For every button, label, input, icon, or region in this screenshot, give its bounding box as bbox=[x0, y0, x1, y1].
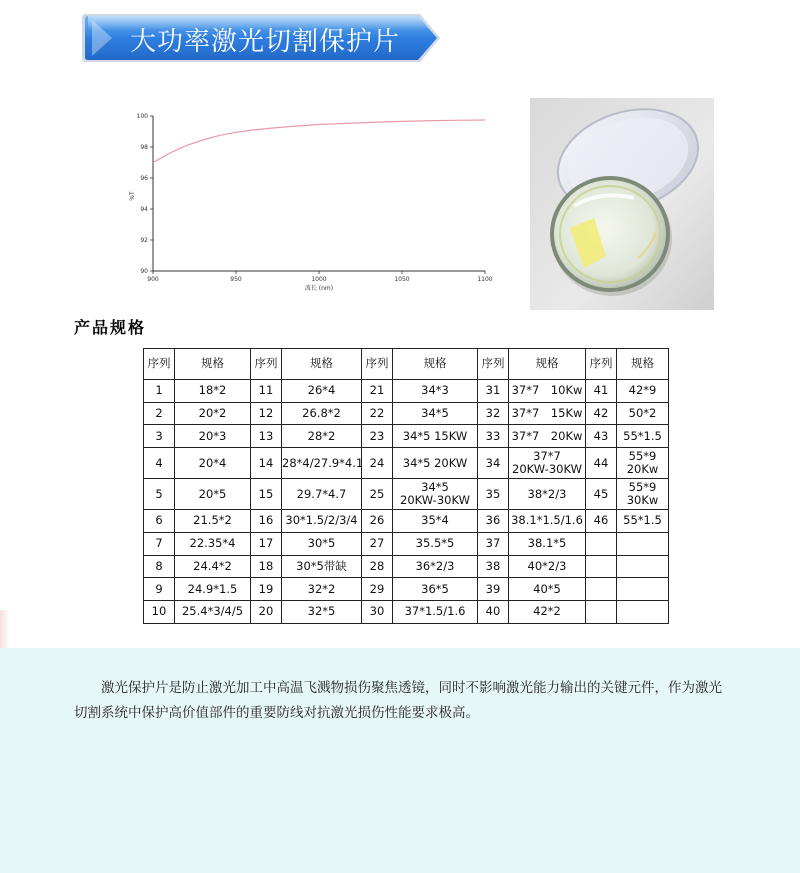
chart-svg bbox=[120, 100, 500, 300]
table-cell-seq: 2 bbox=[144, 402, 175, 425]
table-cell-spec: 38.1*5 bbox=[509, 532, 586, 555]
table-cell-spec bbox=[617, 532, 669, 555]
table-row bbox=[144, 402, 669, 425]
table-cell-seq: 34 bbox=[478, 448, 509, 479]
table-cell-spec: 30*5带缺 bbox=[282, 555, 362, 578]
table-cell-seq bbox=[586, 578, 617, 601]
column-header: 规格 bbox=[282, 349, 362, 380]
table-cell-spec: 34*3 bbox=[393, 380, 478, 403]
table-cell-spec: 20*2 bbox=[175, 402, 251, 425]
table-cell-seq: 38 bbox=[478, 555, 509, 578]
table-cell-spec: 20*4 bbox=[175, 448, 251, 479]
table-cell-seq: 36 bbox=[478, 510, 509, 533]
table-cell-spec: 18*2 bbox=[175, 380, 251, 403]
table-cell-spec: 36*5 bbox=[393, 578, 478, 601]
table-cell-seq: 15 bbox=[251, 479, 282, 510]
table-cell-seq: 35 bbox=[478, 479, 509, 510]
table-cell-seq: 31 bbox=[478, 380, 509, 403]
table-cell-spec: 35*4 bbox=[393, 510, 478, 533]
description-band bbox=[0, 648, 800, 873]
banner-title: 大功率激光切割保护片 bbox=[130, 27, 401, 57]
y-tick-label: 96 bbox=[140, 175, 148, 182]
column-header: 规格 bbox=[175, 349, 251, 380]
table-cell-seq: 21 bbox=[362, 380, 393, 403]
table-cell-spec: 38*2/3 bbox=[509, 479, 586, 510]
table-cell-spec: 26.8*2 bbox=[282, 402, 362, 425]
table-cell-spec: 42*2 bbox=[509, 601, 586, 624]
column-header: 规格 bbox=[393, 349, 478, 380]
table-cell-seq bbox=[586, 601, 617, 624]
table-cell-seq: 25 bbox=[362, 479, 393, 510]
table-cell-spec bbox=[617, 601, 669, 624]
column-header: 序列 bbox=[362, 349, 393, 380]
table-cell-seq: 39 bbox=[478, 578, 509, 601]
table-cell-seq: 11 bbox=[251, 380, 282, 403]
table-cell-spec: 32*5 bbox=[282, 601, 362, 624]
x-axis-label: 波长 (nm) bbox=[304, 285, 334, 292]
description-text: 激光保护片是防止激光加工中高温飞溅物损伤聚焦透镜，同时不影响激光能力输出的关键元件，作为激光切割系统中保护高价值部件的重要防线对抗激光损伤性能要求极高。 bbox=[74, 680, 722, 721]
table-cell-seq: 12 bbox=[251, 402, 282, 425]
table-cell-seq: 23 bbox=[362, 425, 393, 448]
table-cell-seq: 42 bbox=[586, 402, 617, 425]
table-row bbox=[144, 380, 669, 403]
table-row bbox=[144, 425, 669, 448]
table-cell-seq: 41 bbox=[586, 380, 617, 403]
table-cell-spec: 34*5 20KW bbox=[393, 448, 478, 479]
table-cell-spec: 20*3 bbox=[175, 425, 251, 448]
title-banner bbox=[82, 12, 442, 64]
table-cell-seq: 37 bbox=[478, 532, 509, 555]
section-heading: 产品规格 bbox=[74, 318, 147, 337]
table-cell-spec: 37*7 10Kw bbox=[509, 380, 586, 403]
table-cell-seq: 9 bbox=[144, 578, 175, 601]
table-row bbox=[144, 532, 669, 555]
table-cell-spec: 22.35*4 bbox=[175, 532, 251, 555]
table-cell-spec: 37*7 15Kw bbox=[509, 402, 586, 425]
table-cell-spec: 37*7 20Kw bbox=[509, 425, 586, 448]
y-tick-label: 90 bbox=[140, 268, 148, 275]
table-cell-spec: 26*4 bbox=[282, 380, 362, 403]
table-cell-seq: 7 bbox=[144, 532, 175, 555]
x-tick-label: 950 bbox=[230, 276, 242, 283]
x-tick-label: 1050 bbox=[394, 276, 410, 283]
table-cell-spec: 40*2/3 bbox=[509, 555, 586, 578]
table-row bbox=[144, 578, 669, 601]
table-cell-seq: 29 bbox=[362, 578, 393, 601]
table-cell-spec: 55*1.5 bbox=[617, 425, 669, 448]
table-cell-seq: 43 bbox=[586, 425, 617, 448]
table-cell-seq: 10 bbox=[144, 601, 175, 624]
table-cell-seq: 1 bbox=[144, 380, 175, 403]
table-cell-spec bbox=[617, 578, 669, 601]
table-cell-spec: 21.5*2 bbox=[175, 510, 251, 533]
table-cell-seq: 40 bbox=[478, 601, 509, 624]
table-cell-spec: 55*1.5 bbox=[617, 510, 669, 533]
table-cell-seq: 30 bbox=[362, 601, 393, 624]
y-tick-label: 98 bbox=[140, 144, 148, 151]
table-cell-spec: 20*5 bbox=[175, 479, 251, 510]
column-header: 序列 bbox=[144, 349, 175, 380]
table-cell-seq: 20 bbox=[251, 601, 282, 624]
table-cell-seq: 17 bbox=[251, 532, 282, 555]
column-header: 序列 bbox=[478, 349, 509, 380]
table-cell-seq: 44 bbox=[586, 448, 617, 479]
x-ticks bbox=[147, 271, 493, 283]
table-cell-spec: 40*5 bbox=[509, 578, 586, 601]
spec-table bbox=[143, 348, 669, 624]
table-cell-spec: 42*9 bbox=[617, 380, 669, 403]
table-cell-seq: 5 bbox=[144, 479, 175, 510]
table-cell-spec: 29.7*4.7 bbox=[282, 479, 362, 510]
table-cell-seq: 24 bbox=[362, 448, 393, 479]
table-cell-seq: 45 bbox=[586, 479, 617, 510]
table-cell-spec: 28*4/27.9*4.1 bbox=[282, 448, 362, 479]
table-cell-seq: 14 bbox=[251, 448, 282, 479]
table-cell-seq: 28 bbox=[362, 555, 393, 578]
table-cell-seq: 3 bbox=[144, 425, 175, 448]
table-cell-spec: 36*2/3 bbox=[393, 555, 478, 578]
table-cell-spec: 24.4*2 bbox=[175, 555, 251, 578]
table-cell-seq: 6 bbox=[144, 510, 175, 533]
table-row bbox=[144, 510, 669, 533]
table-cell-seq: 16 bbox=[251, 510, 282, 533]
table-cell-spec: 34*5 20KW-30KW bbox=[393, 479, 478, 510]
table-cell-spec: 28*2 bbox=[282, 425, 362, 448]
table-cell-seq: 32 bbox=[478, 402, 509, 425]
table-cell-spec: 34*5 15KW bbox=[393, 425, 478, 448]
product-photo bbox=[530, 98, 714, 310]
table-row bbox=[144, 479, 669, 510]
table-cell-seq: 8 bbox=[144, 555, 175, 578]
table-cell-spec: 55*9 20Kw bbox=[617, 448, 669, 479]
table-cell-spec: 37*1.5/1.6 bbox=[393, 601, 478, 624]
table-cell-seq: 27 bbox=[362, 532, 393, 555]
table-cell-seq: 46 bbox=[586, 510, 617, 533]
table-cell-spec: 32*2 bbox=[282, 578, 362, 601]
table-cell-seq: 19 bbox=[251, 578, 282, 601]
table-row bbox=[144, 601, 669, 624]
table-cell-seq bbox=[586, 555, 617, 578]
table-cell-seq: 18 bbox=[251, 555, 282, 578]
table-cell-spec: 55*9 30Kw bbox=[617, 479, 669, 510]
table-cell-spec: 34*5 bbox=[393, 402, 478, 425]
y-tick-label: 92 bbox=[140, 237, 148, 244]
table-cell-spec: 30*1.5/2/3/4 bbox=[282, 510, 362, 533]
table-cell-spec: 50*2 bbox=[617, 402, 669, 425]
column-header: 规格 bbox=[617, 349, 669, 380]
table-cell-spec: 35.5*5 bbox=[393, 532, 478, 555]
y-axis-label: %T bbox=[129, 191, 136, 201]
table-cell-spec bbox=[617, 555, 669, 578]
spec-table-body bbox=[144, 380, 669, 624]
x-tick-label: 900 bbox=[147, 276, 159, 283]
column-header: 序列 bbox=[251, 349, 282, 380]
table-header-row bbox=[144, 349, 669, 380]
table-cell-seq: 33 bbox=[478, 425, 509, 448]
protective-lens-image bbox=[530, 98, 714, 310]
edge-decoration bbox=[0, 610, 10, 650]
table-cell-seq: 13 bbox=[251, 425, 282, 448]
y-tick-label: 94 bbox=[140, 206, 148, 213]
column-header: 规格 bbox=[509, 349, 586, 380]
y-tick-label: 100 bbox=[136, 113, 148, 120]
y-ticks bbox=[137, 113, 153, 275]
table-cell-seq bbox=[586, 532, 617, 555]
table-cell-spec: 38.1*1.5/1.6 bbox=[509, 510, 586, 533]
table-row bbox=[144, 555, 669, 578]
table-cell-spec: 30*5 bbox=[282, 532, 362, 555]
table-cell-spec: 24.9*1.5 bbox=[175, 578, 251, 601]
table-cell-spec: 37*7 20KW-30KW bbox=[509, 448, 586, 479]
x-tick-label: 1100 bbox=[477, 276, 493, 283]
table-cell-seq: 26 bbox=[362, 510, 393, 533]
x-tick-label: 1000 bbox=[311, 276, 327, 283]
series-line-transmittance bbox=[153, 120, 485, 163]
table-row bbox=[144, 448, 669, 479]
transmission-chart bbox=[120, 100, 500, 300]
column-header: 序列 bbox=[586, 349, 617, 380]
table-cell-seq: 22 bbox=[362, 402, 393, 425]
table-cell-seq: 4 bbox=[144, 448, 175, 479]
table-cell-spec: 25.4*3/4/5 bbox=[175, 601, 251, 624]
